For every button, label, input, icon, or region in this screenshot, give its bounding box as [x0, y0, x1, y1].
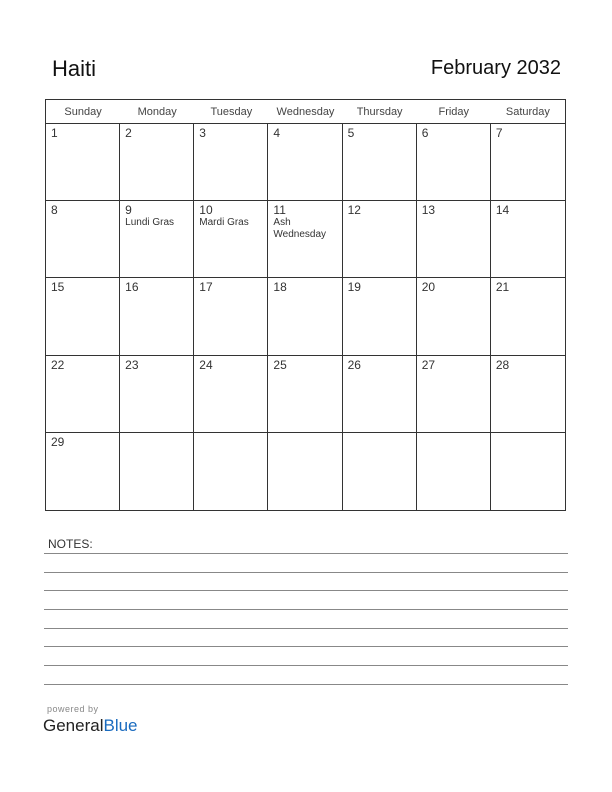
notes-line	[44, 684, 568, 685]
day-number: 13	[421, 203, 436, 218]
day-cell	[194, 124, 268, 201]
weekday-header	[46, 100, 565, 124]
brand-logo	[43, 716, 138, 736]
holiday-label: Mardi Gras	[199, 217, 249, 229]
day-cell	[46, 124, 120, 201]
day-number: 2	[125, 126, 132, 140]
brand-general: General	[43, 716, 104, 735]
day-number: 25	[273, 357, 287, 372]
day-number: 21	[495, 280, 510, 295]
day-cell	[120, 433, 194, 510]
weekday-saturday: Saturday	[505, 106, 550, 118]
day-number: 16	[125, 280, 139, 295]
weekday-sunday: Sunday	[64, 106, 102, 118]
day-cell	[417, 201, 491, 278]
day-cell	[491, 433, 565, 510]
day-number: 4	[273, 126, 281, 140]
day-number: 15	[51, 280, 65, 295]
day-grid	[46, 124, 565, 510]
day-cell	[343, 356, 417, 433]
notes-line	[44, 628, 568, 629]
day-cell	[343, 124, 417, 201]
day-number: 20	[421, 280, 436, 295]
day-number: 17	[199, 280, 213, 295]
day-number: 11	[273, 203, 286, 218]
weekday-tuesday: Tuesday	[210, 106, 253, 118]
brand-blue: Blue	[103, 716, 138, 735]
day-number: 1	[51, 126, 58, 140]
notes-label: NOTES:	[48, 537, 93, 551]
day-cell	[120, 124, 194, 201]
day-cell	[343, 433, 417, 510]
day-number: 10	[199, 203, 213, 218]
notes-line	[44, 590, 568, 591]
day-cell	[194, 356, 268, 433]
day-cell	[491, 278, 565, 355]
day-cell	[194, 433, 268, 510]
holiday-label: Ash Wednesday	[273, 217, 327, 241]
notes-line	[44, 553, 568, 554]
weekday-wednesday: Wednesday	[276, 106, 335, 118]
day-cell	[343, 278, 417, 355]
country-title: Haiti	[52, 56, 97, 81]
day-cell	[194, 278, 268, 355]
day-cell	[417, 433, 491, 510]
day-cell	[268, 124, 342, 201]
day-number: 24	[199, 357, 213, 372]
day-number: 23	[125, 357, 139, 372]
day-cell	[343, 201, 417, 278]
day-number: 28	[495, 357, 510, 372]
day-cell	[268, 201, 342, 278]
day-cell	[417, 278, 491, 355]
powered-by-text: powered by	[47, 704, 99, 714]
day-number: 3	[199, 126, 206, 140]
notes-line	[44, 665, 568, 666]
day-number: 8	[51, 203, 58, 218]
weekday-thursday: Thursday	[356, 106, 403, 118]
day-cell	[417, 356, 491, 433]
weekday-monday: Monday	[137, 106, 177, 118]
day-cell	[120, 201, 194, 278]
day-cell	[268, 278, 342, 355]
day-number: 14	[495, 203, 510, 218]
day-number: 6	[421, 126, 429, 140]
day-cell	[120, 278, 194, 355]
day-number: 22	[51, 357, 65, 372]
day-cell	[268, 433, 342, 510]
weekday-friday: Friday	[438, 106, 470, 118]
day-cell	[46, 356, 120, 433]
day-number: 5	[347, 126, 355, 140]
day-cell	[491, 201, 565, 278]
holiday-label: Lundi Gras	[125, 217, 175, 229]
day-cell	[491, 356, 565, 433]
day-cell	[46, 201, 120, 278]
day-cell	[417, 124, 491, 201]
day-number: 12	[347, 203, 361, 218]
day-number: 7	[495, 126, 503, 140]
day-cell	[491, 124, 565, 201]
day-cell	[46, 278, 120, 355]
day-number: 26	[347, 357, 361, 372]
month-title: February 2032	[430, 57, 561, 79]
notes-line	[44, 646, 568, 647]
day-number: 27	[421, 357, 436, 372]
day-cell	[268, 356, 342, 433]
notes-line	[44, 609, 568, 610]
day-cell	[194, 201, 268, 278]
day-cell	[46, 433, 120, 510]
day-cell	[120, 356, 194, 433]
day-number: 9	[125, 203, 132, 218]
notes-line	[44, 572, 568, 573]
day-number: 29	[51, 434, 65, 449]
day-number: 19	[347, 280, 361, 295]
day-number: 18	[273, 280, 287, 295]
calendar-grid	[45, 99, 566, 511]
